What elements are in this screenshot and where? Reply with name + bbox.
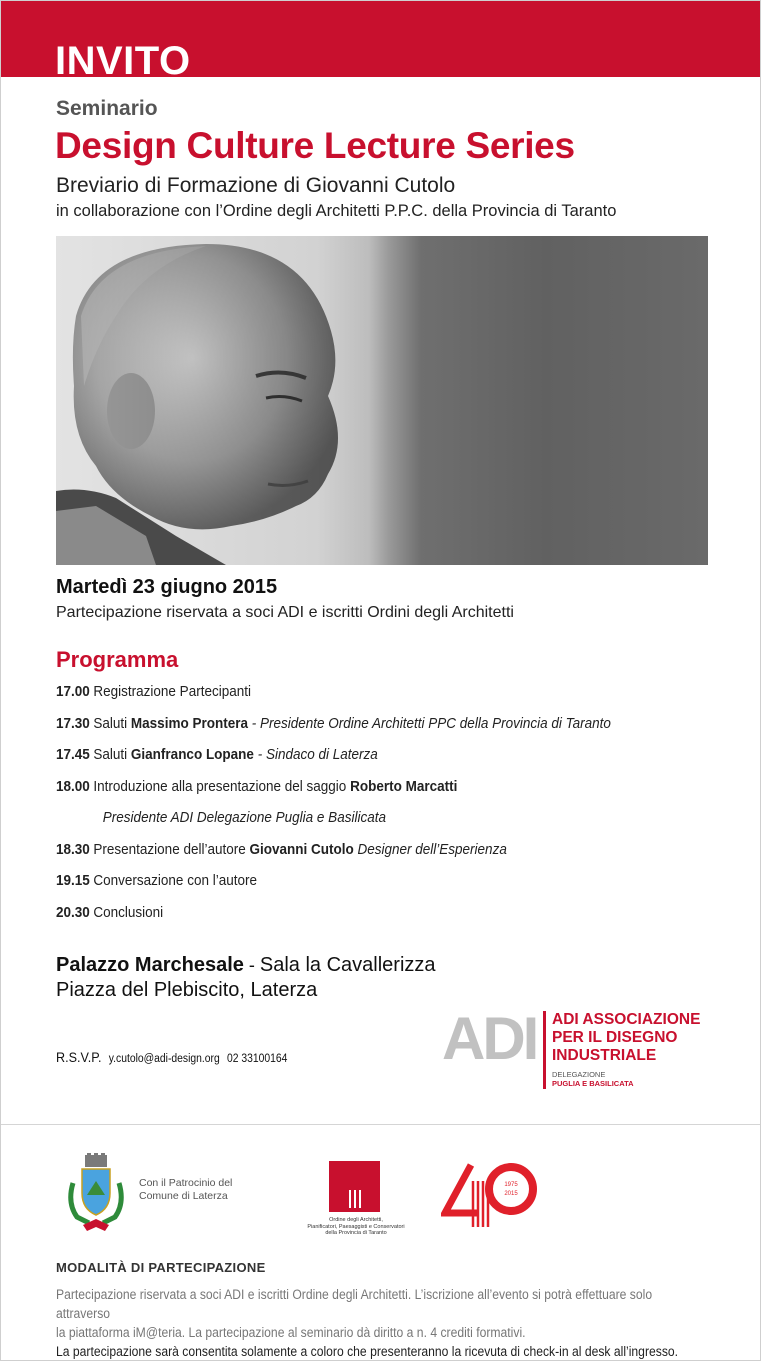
ordine-caption-line: Pianificatori, Paesaggisti e Conservatori bbox=[307, 1223, 405, 1230]
patrocinio-line: Comune di Laterza bbox=[139, 1190, 228, 1202]
adi-name-line: ADI ASSOCIAZIONE bbox=[552, 1011, 701, 1028]
rsvp-phone: 02 33100164 bbox=[226, 1053, 288, 1065]
program-text: Presentazione dell’autore bbox=[93, 840, 250, 858]
program-speaker: Roberto Marcatti bbox=[350, 777, 458, 795]
modalita-title: MODALITÀ DI PARTECIPAZIONE bbox=[56, 1260, 266, 1275]
program-text: Saluti bbox=[93, 714, 131, 732]
program-item-continuation bbox=[56, 809, 677, 841]
program-role: Designer dell’Esperienza bbox=[353, 840, 507, 858]
program-text: Conversazione con l’autore bbox=[93, 872, 257, 889]
adi-name-line: PER IL DISEGNO bbox=[552, 1029, 678, 1046]
program-speaker: Gianfranco Lopane bbox=[130, 746, 254, 763]
program-item bbox=[56, 904, 677, 936]
adi-delegation bbox=[552, 1070, 634, 1088]
venue-name: Palazzo Marchesale bbox=[56, 954, 244, 976]
footer-divider bbox=[1, 1124, 760, 1125]
program-speaker: Massimo Prontera bbox=[130, 714, 248, 732]
program-role: - Presidente Ordine Architetti PPC della Provincia di Taranto bbox=[247, 714, 611, 732]
adi-delegation-region: PUGLIA E BASILICATA bbox=[552, 1079, 634, 1088]
logo-stripe bbox=[349, 1190, 351, 1208]
modalita-text bbox=[56, 1285, 691, 1361]
adi-40-anniversary-logo bbox=[441, 1161, 541, 1233]
program-item bbox=[56, 872, 677, 904]
logo-stripe bbox=[354, 1190, 356, 1208]
invito-heading: INVITO bbox=[55, 39, 191, 83]
program-time: 18.00 bbox=[56, 777, 90, 795]
rsvp-label: R.S.V.P. bbox=[56, 1049, 102, 1065]
program-item bbox=[56, 715, 677, 747]
ordine-caption-line: Ordine degli Architetti, bbox=[329, 1217, 383, 1223]
modalita-line: Partecipazione riservata a soci ADI e iscritti Ordine degli Architetti. L’iscrizione all’evento si potrà effettuare solo attraverso bbox=[56, 1287, 653, 1321]
adi-logo-divider bbox=[543, 1011, 546, 1089]
speaker-portrait-illustration bbox=[56, 236, 708, 565]
participation-note: Partecipazione riservata a soci ADI e iscritti Ordini degli Architetti bbox=[56, 604, 514, 621]
logo-stripe bbox=[359, 1190, 361, 1208]
ordine-caption-line: della Provincia di Taranto bbox=[325, 1230, 387, 1236]
program-item bbox=[56, 778, 677, 810]
event-kind: Seminario bbox=[56, 97, 158, 120]
adi-logo: ADI bbox=[442, 1005, 537, 1072]
adi-delegation-label: DELEGAZIONE bbox=[552, 1070, 606, 1079]
venue-separator: - bbox=[243, 955, 260, 975]
event-collaboration: in collaborazione con l’Ordine degli Architetti P.P.C. della Provincia di Taranto bbox=[56, 202, 617, 220]
modalita-line: la piattaforma iM@teria. La partecipazione al seminario dà diritto a n. 4 crediti formativi. bbox=[56, 1325, 526, 1340]
anniversary-end-year: 2015 bbox=[504, 1191, 518, 1197]
program-item bbox=[56, 841, 677, 873]
event-date: Martedì 23 giugno 2015 bbox=[56, 576, 278, 598]
rsvp-line bbox=[56, 1049, 295, 1065]
adi-name-line: INDUSTRIALE bbox=[552, 1047, 657, 1064]
program-time: 17.30 bbox=[56, 714, 90, 732]
venue-address: Piazza del Plebiscito, Laterza bbox=[56, 979, 318, 1001]
program-title: Programma bbox=[56, 647, 179, 672]
program-item bbox=[56, 746, 677, 778]
program-text: Introduzione alla presentazione del saggio bbox=[93, 777, 351, 795]
program-text: Saluti bbox=[93, 746, 131, 763]
program-list bbox=[56, 683, 677, 935]
venue-room: Sala la Cavallerizza bbox=[259, 954, 436, 976]
modalita-line: La partecipazione sarà consentita solamente a coloro che presenteranno la ricevuta di check-in al desk all’ingresso. bbox=[56, 1344, 679, 1359]
program-time: 19.15 bbox=[56, 872, 90, 889]
event-subtitle: Breviario di Formazione di Giovanni Cutolo bbox=[56, 174, 456, 197]
venue-line bbox=[56, 953, 436, 978]
patrocinio-line: Con il Patrocinio del bbox=[139, 1177, 233, 1189]
program-time: 17.00 bbox=[56, 683, 90, 700]
laterza-crest-icon bbox=[65, 1153, 127, 1233]
ordine-architetti-caption bbox=[301, 1217, 411, 1237]
program-speaker: Giovanni Cutolo bbox=[249, 840, 354, 858]
ordine-architetti-logo bbox=[329, 1161, 380, 1212]
program-role: - Sindaco di Laterza bbox=[253, 746, 378, 763]
speaker-photo bbox=[56, 236, 708, 565]
rsvp-email[interactable]: y.cutolo@adi-design.org bbox=[108, 1053, 220, 1065]
program-item bbox=[56, 683, 677, 715]
adi-name bbox=[552, 1011, 700, 1065]
program-role: Presidente ADI Delegazione Puglia e Basilicata bbox=[102, 809, 386, 826]
event-title: Design Culture Lecture Series bbox=[55, 125, 575, 166]
program-time: 17.45 bbox=[56, 746, 90, 763]
patrocinio-text bbox=[139, 1177, 232, 1203]
venue-block bbox=[56, 953, 436, 1003]
program-time: 18.30 bbox=[56, 840, 90, 858]
program-text: Registrazione Partecipanti bbox=[93, 683, 251, 700]
program-time: 20.30 bbox=[56, 903, 90, 921]
program-text: Conclusioni bbox=[93, 903, 164, 921]
anniversary-start-year: 1975 bbox=[504, 1182, 518, 1188]
